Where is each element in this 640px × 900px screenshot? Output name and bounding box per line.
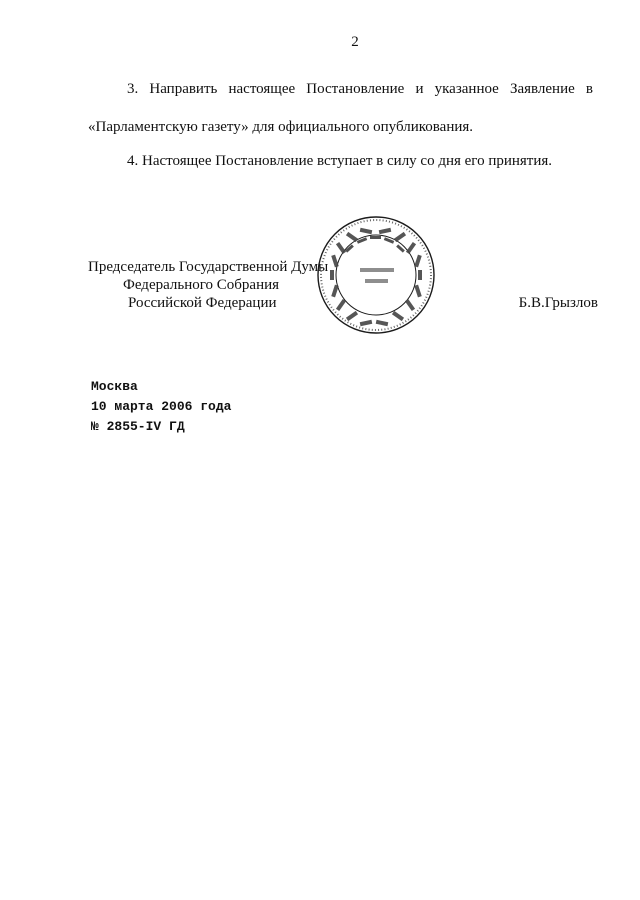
paragraph-3-word: указанное: [434, 81, 499, 97]
signature-title-line-2: Федерального Собрания: [123, 277, 280, 293]
paragraph-3-line-1: [127, 79, 593, 99]
official-stamp: [312, 211, 440, 339]
signature-title-line-1: Председатель Государственной Думы: [88, 259, 329, 275]
signature-title-line-3: Российской Федерации: [128, 295, 277, 311]
paragraph-3-word: в: [585, 81, 593, 97]
city: Москва: [91, 379, 138, 394]
paragraph-3-word: Постановление: [306, 81, 405, 97]
page-number: 2: [351, 34, 359, 50]
paragraph-3-word: Направить: [149, 81, 218, 97]
document-footer: [91, 377, 231, 437]
date: 10 марта 2006 года: [91, 399, 232, 414]
stamp-inner-ring: [336, 235, 416, 315]
paragraph-3-word: Заявление: [509, 81, 575, 97]
stamp-outer-ring: [318, 217, 434, 333]
paragraph-3-line-2: «Парламентскую газету» для официального опубликования.: [88, 119, 474, 135]
paragraph-3-word: настоящее: [228, 81, 296, 97]
document-number: № 2855-IV ГД: [91, 419, 185, 434]
paragraph-4: 4. Настоящее Постановление вступает в силу со дня его принятия.: [127, 153, 553, 169]
stamp-text-placeholder: [345, 236, 405, 283]
stamp-outer-text-marks: [330, 228, 422, 326]
paragraph-3-word: 3.: [127, 81, 139, 97]
paragraph-3-word: и: [415, 81, 424, 97]
signature-name: Б.В.Грызлов: [518, 295, 598, 311]
